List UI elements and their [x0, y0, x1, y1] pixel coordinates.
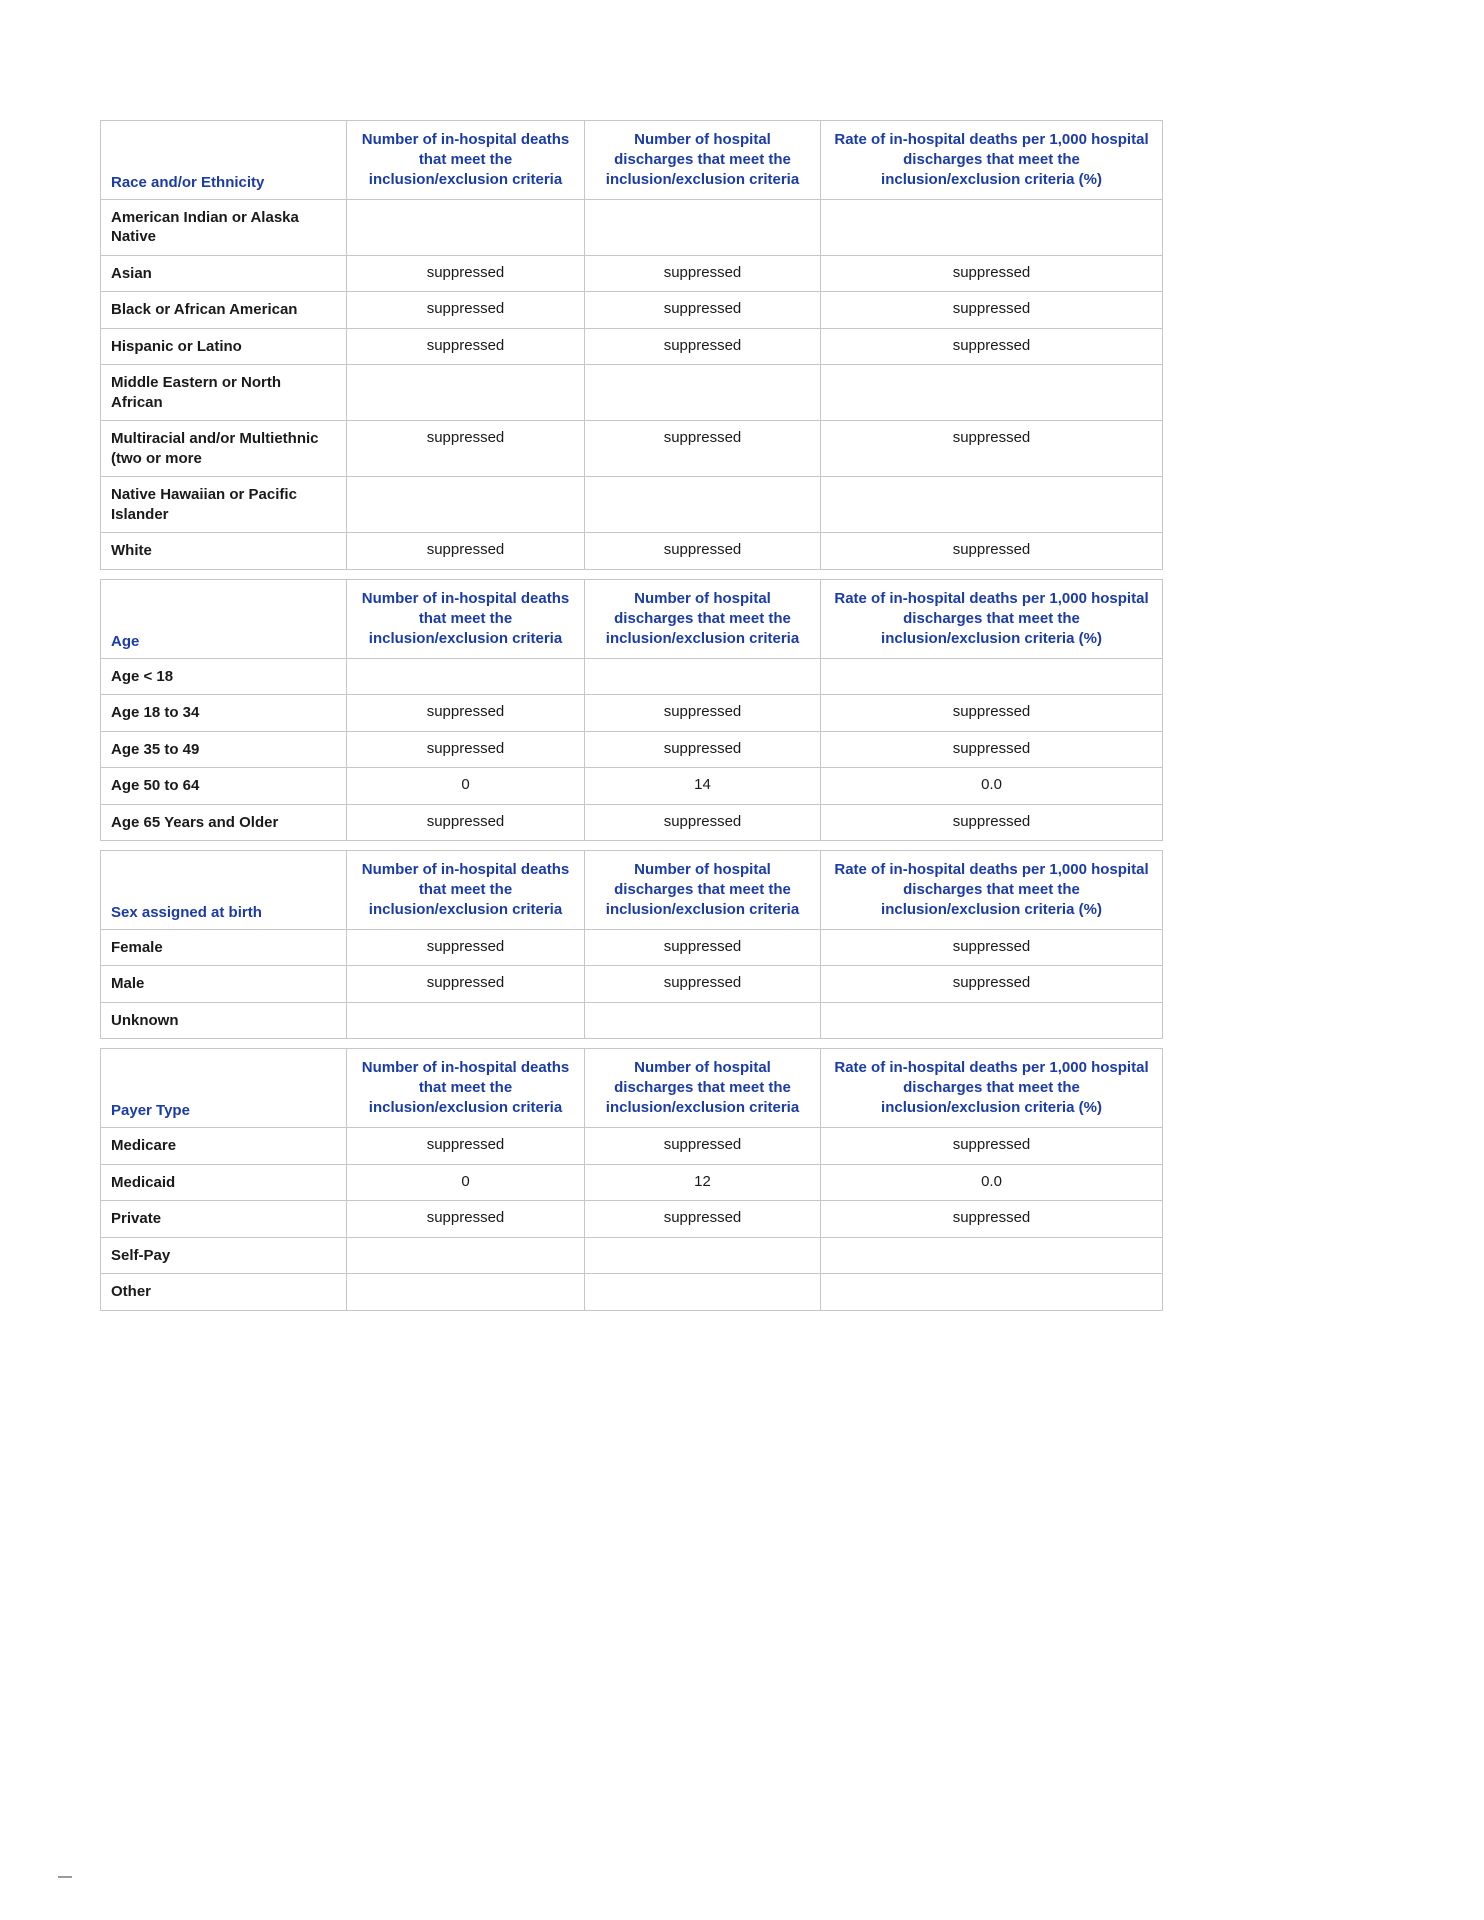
cell-discharges: 12 [585, 1164, 821, 1201]
table-row [101, 929, 1163, 966]
row-label: Multiracial and/or Multiethnic (two or more [101, 421, 347, 477]
sex-assigned-at-birth-table [100, 850, 1163, 1039]
table-row [101, 255, 1163, 292]
cell-deaths [347, 477, 585, 533]
row-label: Hispanic or Latino [101, 328, 347, 365]
cell-discharges: suppressed [585, 328, 821, 365]
row-label: Age 65 Years and Older [101, 804, 347, 841]
header-row [101, 579, 1163, 658]
cell-rate: 0.0 [821, 768, 1163, 805]
table-row [101, 199, 1163, 255]
cell-rate: suppressed [821, 966, 1163, 1003]
column-header-rate: Rate of in-hospital deaths per 1,000 hospital discharges that meet the inclusion/exclusion criteria (%) [821, 1049, 1163, 1128]
cell-deaths [347, 365, 585, 421]
cell-rate [821, 199, 1163, 255]
category-header-sex: Sex assigned at birth [101, 851, 347, 930]
cell-rate: suppressed [821, 255, 1163, 292]
category-header-race-ethnicity: Race and/or Ethnicity [101, 121, 347, 200]
row-label: Female [101, 929, 347, 966]
cell-rate [821, 477, 1163, 533]
header-row [101, 121, 1163, 200]
cell-discharges: suppressed [585, 292, 821, 329]
cell-deaths: suppressed [347, 804, 585, 841]
table-row [101, 658, 1163, 695]
column-header-discharges: Number of hospital discharges that meet the inclusion/exclusion criteria [585, 579, 821, 658]
table-row [101, 477, 1163, 533]
cell-discharges: suppressed [585, 929, 821, 966]
table-row [101, 421, 1163, 477]
cell-deaths [347, 1002, 585, 1039]
cell-discharges [585, 1274, 821, 1311]
column-header-rate: Rate of in-hospital deaths per 1,000 hospital discharges that meet the inclusion/exclusion criteria (%) [821, 121, 1163, 200]
table-row [101, 1237, 1163, 1274]
cell-deaths: suppressed [347, 731, 585, 768]
table-row [101, 365, 1163, 421]
cell-deaths [347, 1274, 585, 1311]
cell-rate: suppressed [821, 804, 1163, 841]
cell-rate: suppressed [821, 328, 1163, 365]
cell-deaths: suppressed [347, 1201, 585, 1238]
cell-deaths [347, 199, 585, 255]
cell-discharges [585, 365, 821, 421]
cell-discharges: 14 [585, 768, 821, 805]
table-row [101, 1002, 1163, 1039]
column-header-discharges: Number of hospital discharges that meet the inclusion/exclusion criteria [585, 851, 821, 930]
column-header-discharges: Number of hospital discharges that meet the inclusion/exclusion criteria [585, 121, 821, 200]
cell-discharges: suppressed [585, 1201, 821, 1238]
row-label: Middle Eastern or North African [101, 365, 347, 421]
cell-rate: suppressed [821, 695, 1163, 732]
cell-deaths: suppressed [347, 533, 585, 570]
cell-discharges [585, 1237, 821, 1274]
table-row [101, 768, 1163, 805]
row-label: Age < 18 [101, 658, 347, 695]
cell-discharges [585, 1002, 821, 1039]
row-label: Unknown [101, 1002, 347, 1039]
cell-discharges [585, 658, 821, 695]
cell-discharges [585, 477, 821, 533]
cell-deaths: 0 [347, 768, 585, 805]
cell-rate [821, 1237, 1163, 1274]
scan-artifact-mark [58, 1876, 72, 1878]
cell-discharges: suppressed [585, 731, 821, 768]
cell-deaths: suppressed [347, 421, 585, 477]
cell-rate: suppressed [821, 929, 1163, 966]
row-label: Age 50 to 64 [101, 768, 347, 805]
row-label: Male [101, 966, 347, 1003]
cell-deaths: 0 [347, 1164, 585, 1201]
cell-deaths: suppressed [347, 1128, 585, 1165]
cell-deaths [347, 1237, 585, 1274]
cell-rate [821, 658, 1163, 695]
header-row [101, 1049, 1163, 1128]
cell-rate: suppressed [821, 731, 1163, 768]
table-row [101, 1274, 1163, 1311]
cell-deaths: suppressed [347, 292, 585, 329]
cell-deaths: suppressed [347, 966, 585, 1003]
cell-rate: suppressed [821, 1201, 1163, 1238]
column-header-discharges: Number of hospital discharges that meet the inclusion/exclusion criteria [585, 1049, 821, 1128]
row-label: Native Hawaiian or Pacific Islander [101, 477, 347, 533]
cell-discharges: suppressed [585, 533, 821, 570]
cell-rate [821, 1002, 1163, 1039]
cell-discharges: suppressed [585, 695, 821, 732]
cell-discharges: suppressed [585, 1128, 821, 1165]
cell-rate: suppressed [821, 421, 1163, 477]
row-label: Private [101, 1201, 347, 1238]
row-label: White [101, 533, 347, 570]
cell-rate: suppressed [821, 1128, 1163, 1165]
table-row [101, 292, 1163, 329]
table-row [101, 731, 1163, 768]
row-label: Self-Pay [101, 1237, 347, 1274]
cell-deaths: suppressed [347, 929, 585, 966]
table-row [101, 1201, 1163, 1238]
table-row [101, 804, 1163, 841]
column-header-rate: Rate of in-hospital deaths per 1,000 hospital discharges that meet the inclusion/exclusion criteria (%) [821, 851, 1163, 930]
row-label: American Indian or Alaska Native [101, 199, 347, 255]
age-table [100, 579, 1163, 841]
cell-rate [821, 1274, 1163, 1311]
cell-discharges [585, 199, 821, 255]
column-header-deaths: Number of in-hospital deaths that meet the inclusion/exclusion criteria [347, 1049, 585, 1128]
table-row [101, 1164, 1163, 1201]
cell-rate: suppressed [821, 533, 1163, 570]
row-label: Age 18 to 34 [101, 695, 347, 732]
row-label: Asian [101, 255, 347, 292]
table-row [101, 533, 1163, 570]
cell-rate: 0.0 [821, 1164, 1163, 1201]
category-header-payer: Payer Type [101, 1049, 347, 1128]
cell-deaths: suppressed [347, 695, 585, 732]
cell-deaths: suppressed [347, 255, 585, 292]
column-header-deaths: Number of in-hospital deaths that meet the inclusion/exclusion criteria [347, 579, 585, 658]
cell-discharges: suppressed [585, 966, 821, 1003]
header-row [101, 851, 1163, 930]
cell-discharges: suppressed [585, 255, 821, 292]
cell-rate [821, 365, 1163, 421]
cell-discharges: suppressed [585, 421, 821, 477]
column-header-deaths: Number of in-hospital deaths that meet the inclusion/exclusion criteria [347, 121, 585, 200]
row-label: Age 35 to 49 [101, 731, 347, 768]
cell-discharges: suppressed [585, 804, 821, 841]
column-header-rate: Rate of in-hospital deaths per 1,000 hospital discharges that meet the inclusion/exclusion criteria (%) [821, 579, 1163, 658]
row-label: Other [101, 1274, 347, 1311]
column-header-deaths: Number of in-hospital deaths that meet the inclusion/exclusion criteria [347, 851, 585, 930]
row-label: Black or African American [101, 292, 347, 329]
cell-deaths [347, 658, 585, 695]
cell-rate: suppressed [821, 292, 1163, 329]
race-ethnicity-table [100, 120, 1163, 570]
table-row [101, 328, 1163, 365]
table-row [101, 695, 1163, 732]
row-label: Medicaid [101, 1164, 347, 1201]
payer-type-table [100, 1048, 1163, 1310]
row-label: Medicare [101, 1128, 347, 1165]
category-header-age: Age [101, 579, 347, 658]
cell-deaths: suppressed [347, 328, 585, 365]
table-row [101, 1128, 1163, 1165]
table-row [101, 966, 1163, 1003]
